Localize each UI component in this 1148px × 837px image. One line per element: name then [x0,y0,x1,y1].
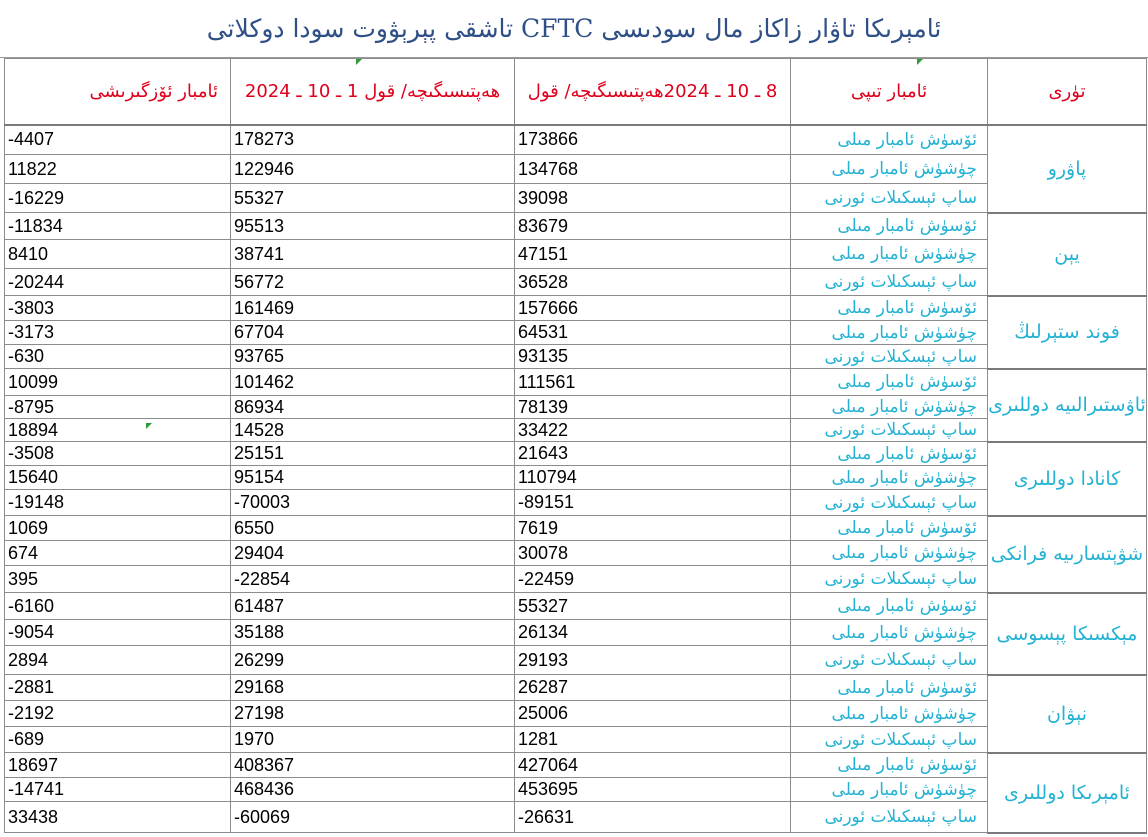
table-row [5,727,1147,753]
week-curr-cell: 67704 [231,321,515,345]
change-cell: -14741 [5,778,231,802]
position-type-cell: چۈشۈش ئامبار مىلى [791,541,988,566]
change-cell: 395 [5,566,231,593]
week-prev-cell: 427064 [515,753,791,778]
table-row [5,516,1147,541]
position-type-cell: چۈشۈش ئامبار مىلى [791,778,988,802]
table-row [5,269,1147,296]
table-row [5,675,1147,701]
report-title: ئامېرىكا تاۋار زاكاز مال سودىسى CFTC تاشقى پېرېۋوت سودا دوكلاتى [206,14,942,43]
week-curr-cell: -22854 [231,566,515,593]
change-cell: 15640 [5,466,231,490]
table-row [5,321,1147,345]
table-row [5,442,1147,466]
position-type-cell: ئۆسۈش ئامبار مىلى [791,593,988,620]
table-row [5,490,1147,516]
position-type-cell: ئۆسۈش ئامبار مىلى [791,213,988,240]
position-type-cell: ساپ ئېسكىلات ئورنى [791,646,988,675]
position-type-cell: ئۆسۈش ئامبار مىلى [791,125,988,155]
week-curr-cell: 93765 [231,345,515,369]
week-prev-cell: 1281 [515,727,791,753]
table-row [5,593,1147,620]
category-cell: ئامېرىكا دوللىرى [988,753,1147,833]
week-curr-cell: 35188 [231,620,515,646]
week-prev-cell: -89151 [515,490,791,516]
change-cell: -630 [5,345,231,369]
change-cell: 11822 [5,155,231,184]
change-cell: -3508 [5,442,231,466]
week-curr-cell: 56772 [231,269,515,296]
category-cell: پاۋرو [988,125,1147,213]
position-type-cell: ساپ ئېسكىلات ئورنى [791,802,988,833]
week-curr-cell: 161469 [231,296,515,321]
week-curr-cell: 86934 [231,396,515,419]
week-prev-cell: 29193 [515,646,791,675]
change-cell: 18894 [5,419,231,442]
position-type-cell: ئۆسۈش ئامبار مىلى [791,296,988,321]
position-type-cell: چۈشۈش ئامبار مىلى [791,155,988,184]
week-curr-cell: 27198 [231,701,515,727]
table-row [5,184,1147,213]
cell-corner-marker [356,59,362,65]
position-type-cell: چۈشۈش ئامبار مىلى [791,701,988,727]
position-type-cell: چۈشۈش ئامبار مىلى [791,466,988,490]
cell-corner-marker [146,423,152,429]
change-cell: -4407 [5,125,231,155]
position-type-cell: چۈشۈش ئامبار مىلى [791,240,988,269]
week-curr-cell: 29168 [231,675,515,701]
change-cell: 10099 [5,369,231,396]
table-body [5,125,1147,833]
week-prev-cell: 33422 [515,419,791,442]
week-prev-cell: 64531 [515,321,791,345]
week-curr-cell: 61487 [231,593,515,620]
change-cell: -20244 [5,269,231,296]
week-prev-cell: 453695 [515,778,791,802]
table-row [5,125,1147,155]
change-cell: -16229 [5,184,231,213]
position-type-cell: چۈشۈش ئامبار مىلى [791,396,988,419]
position-type-cell: ساپ ئېسكىلات ئورنى [791,345,988,369]
week-curr-cell: 468436 [231,778,515,802]
week-curr-cell: 95154 [231,466,515,490]
week-curr-cell: 55327 [231,184,515,213]
position-type-cell: ئۆسۈش ئامبار مىلى [791,675,988,701]
report-title-bar [0,0,1148,58]
position-type-cell: ئۆسۈش ئامبار مىلى [791,442,988,466]
position-type-cell: ساپ ئېسكىلات ئورنى [791,269,988,296]
week-prev-cell: 25006 [515,701,791,727]
week-curr-cell: 38741 [231,240,515,269]
change-cell: 8410 [5,240,231,269]
week-prev-cell: 83679 [515,213,791,240]
header-category: تۈرى [988,59,1147,125]
header-week-curr: ھەپتىسىگىچە/ قول 1 ـ 10 ـ 2024 [231,59,515,125]
change-cell: -6160 [5,593,231,620]
week-curr-cell: 26299 [231,646,515,675]
change-cell: 674 [5,541,231,566]
table-row [5,345,1147,369]
category-cell: يېن [988,213,1147,296]
week-prev-cell: 47151 [515,240,791,269]
table-row [5,240,1147,269]
week-prev-cell: 55327 [515,593,791,620]
change-cell: -2881 [5,675,231,701]
week-prev-cell: 93135 [515,345,791,369]
table-row [5,802,1147,833]
header-change: ئامبار ئۆزگىرىشى [5,59,231,125]
position-type-cell: چۈشۈش ئامبار مىلى [791,321,988,345]
change-cell: -689 [5,727,231,753]
table-row [5,466,1147,490]
change-cell: -19148 [5,490,231,516]
week-curr-cell: 29404 [231,541,515,566]
week-prev-cell: 26287 [515,675,791,701]
change-cell: 2894 [5,646,231,675]
cell-corner-marker [917,59,923,65]
change-cell: -2192 [5,701,231,727]
category-cell: شۋېتسارىيە فرانكى [988,516,1147,593]
cftc-position-table [4,58,1147,834]
table-row [5,155,1147,184]
position-type-cell: ساپ ئېسكىلات ئورنى [791,184,988,213]
position-type-cell: ساپ ئېسكىلات ئورنى [791,490,988,516]
week-prev-cell: 39098 [515,184,791,213]
category-cell: فوند ستېرلىڭ [988,296,1147,369]
change-cell: -9054 [5,620,231,646]
change-cell: 18697 [5,753,231,778]
week-prev-cell: 173866 [515,125,791,155]
change-cell: -3803 [5,296,231,321]
week-prev-cell: 157666 [515,296,791,321]
week-prev-cell: -22459 [515,566,791,593]
week-prev-cell: 36528 [515,269,791,296]
table-row [5,566,1147,593]
header-position-type: ئامبار تىپى [791,59,988,125]
table-row [5,620,1147,646]
table-row [5,419,1147,442]
table-row [5,701,1147,727]
week-prev-cell: 134768 [515,155,791,184]
week-curr-cell: 6550 [231,516,515,541]
week-curr-cell: 95513 [231,213,515,240]
week-curr-cell: 408367 [231,753,515,778]
week-curr-cell: 14528 [231,419,515,442]
week-prev-cell: 30078 [515,541,791,566]
position-type-cell: ئۆسۈش ئامبار مىلى [791,516,988,541]
week-prev-cell: 110794 [515,466,791,490]
position-type-cell: ساپ ئېسكىلات ئورنى [791,419,988,442]
week-curr-cell: -60069 [231,802,515,833]
table-header-row [5,59,1147,125]
week-prev-cell: 7619 [515,516,791,541]
week-prev-cell: 78139 [515,396,791,419]
category-cell: نېۋان [988,675,1147,753]
position-type-cell: ساپ ئېسكىلات ئورنى [791,727,988,753]
change-cell: -3173 [5,321,231,345]
week-curr-cell: 178273 [231,125,515,155]
table-row [5,541,1147,566]
table-row [5,213,1147,240]
change-cell: -8795 [5,396,231,419]
table-row [5,646,1147,675]
week-prev-cell: 21643 [515,442,791,466]
position-type-cell: ساپ ئېسكىلات ئورنى [791,566,988,593]
change-cell: 33438 [5,802,231,833]
table-row [5,296,1147,321]
category-cell: مېكسىكا پېسوسى [988,593,1147,675]
change-cell: 1069 [5,516,231,541]
position-type-cell: ئۆسۈش ئامبار مىلى [791,753,988,778]
week-prev-cell: 26134 [515,620,791,646]
week-curr-cell: 122946 [231,155,515,184]
table-row [5,369,1147,396]
header-week-prev: 8 ـ 10 ـ 2024ھەپتىسىگىچە/ قول [515,59,791,125]
category-cell: كانادا دوللىرى [988,442,1147,516]
table-row [5,778,1147,802]
position-type-cell: چۈشۈش ئامبار مىلى [791,620,988,646]
week-prev-cell: -26631 [515,802,791,833]
position-type-cell: ئۆسۈش ئامبار مىلى [791,369,988,396]
table-row [5,396,1147,419]
week-curr-cell: 101462 [231,369,515,396]
change-cell: -11834 [5,213,231,240]
week-curr-cell: -70003 [231,490,515,516]
week-prev-cell: 111561 [515,369,791,396]
table-row [5,753,1147,778]
week-curr-cell: 25151 [231,442,515,466]
week-curr-cell: 1970 [231,727,515,753]
category-cell: ئاۋستىرالىيە دوللىرى [988,369,1147,442]
